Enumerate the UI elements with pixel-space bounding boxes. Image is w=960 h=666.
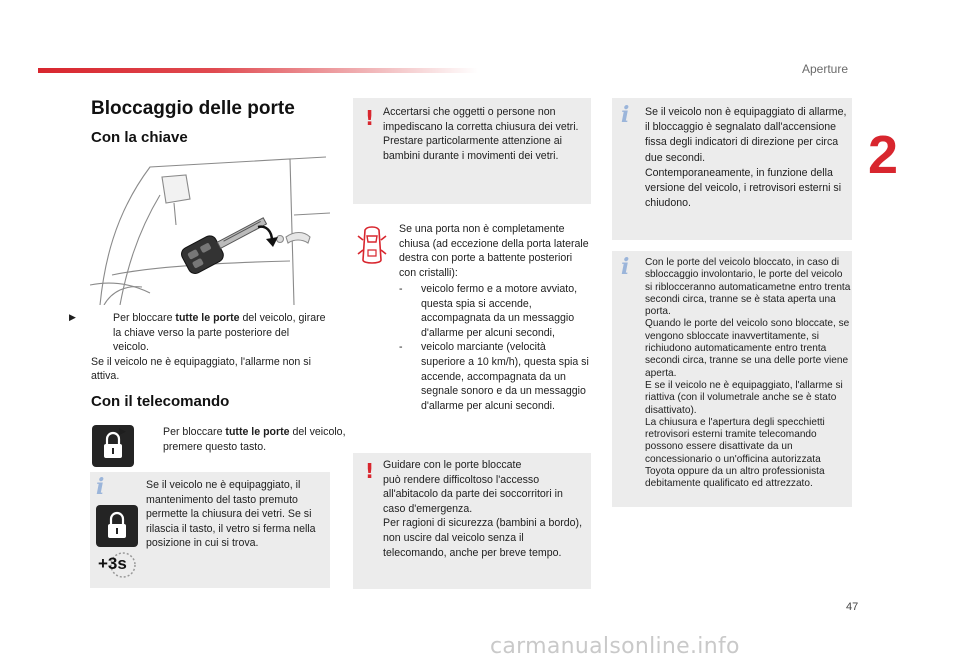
info-signal-text: Se il veicolo non è equipaggiato di allarme, il bloccaggio è segnalato dall'accensione fissa degli indicatori di direzione per circa due secondi. Contemporaneamente, in funzione della versione del veicolo, i retrovisori esterni si chiudono. [645,106,847,210]
info-relock-text: Con le porte del veicolo bloccato, in caso di sbloccaggio involontario, le porte del veicolo si riblocceranno automaticametne entro trenta secondi circa, tranne se è stata aperta una porta. Quando le porte del veicolo sono bloccate, se vengono sbloccate inavvertitamente, si richiudono automaticamente entro trenta secondi circa, tranne se una delle porte viene aperta. E se il veicolo ne è equipaggiato, l'allarme si riattiva (con il volumetrale anche se è stato disattivato). La chiusura e l'apertura degli specchietti retrovisori esterni tramite telecomando possono essere disattivate da un concessionario o un'officina autorizzata Toyota oppure da un altro professionista debitamente qualificato ed attrezzato. [645,257,851,490]
chapter-number: 2 [868,125,899,185]
key-lock-illustration [90,155,332,305]
hold-timer-icon: +3s [96,549,136,581]
section-name: Aperture [802,62,849,76]
door-open-lamp-icon [357,224,387,268]
door-lamp-list [399,282,591,413]
info-box-signal [612,98,852,240]
warning-box-windows [353,98,591,204]
remote-lock-bullet: ▶ Per bloccare tutte le porte del veicolo, premere questo tasto. [119,426,346,453]
lock-button-icon [92,425,134,467]
watermark: carmanualsonline.info [490,634,740,659]
info-icon: i [621,102,630,128]
lock-button-icon [96,505,138,547]
key-alarm-note: Se il veicolo ne è equipaggiato, l'allarme non si attiva. [91,355,311,383]
info-icon: i [96,474,105,500]
warning-box-rescue [353,453,591,589]
info-icon: i [621,254,630,280]
heading-key: Con la chiave [91,129,188,146]
door-lamp-intro: Se una porta non è completamente chiusa (ad eccezione della porta laterale destra con porte a battente posteriori con cristalli): [399,223,589,279]
list-item: - veicolo fermo e a motore avviato, questa spia si accende, accompagnata da un messaggio d'allarme per alcuni secondi, [399,283,578,339]
warning-icon: ! [365,106,375,130]
bullet-icon: ▶ [69,312,76,322]
remote-info-box [90,472,330,588]
warning-icon: ! [365,459,375,483]
header-accent-bar [38,68,478,73]
page-number: 47 [846,601,859,613]
warning-rescue-text: Guidare con le porte bloccate può rendere difficoltoso l'accesso all'abitacolo da parte dei soccorritori in caso d'emergenza. Per ragioni di sicurezza (bambini a bordo), non uscire dal veicolo senza il telecomando, anche per breve tempo. [383,459,583,559]
key-lock-bullet: ▶ Per bloccare tutte le porte del veicolo, girare la chiave verso la parte posteriore del veicolo. Se il veicolo ne è equipaggiato, l'allarme non si attiva. [69,312,326,383]
heading-remote: Con il telecomando [91,393,230,410]
list-item: - veicolo marciante (velocità superiore a 10 km/h), questa spia si accende, accompagnata da un segnale sonoro e da un messaggio d'allarme per alcuni secondi. [399,341,589,412]
warning-windows-text: Accertarsi che oggetti o persone non impediscano la corretta chiusura dei vetri. Prestare particolarmente attenzione ai bambini durante i movimenti dei vetri. [383,106,579,162]
page-title: Bloccaggio delle porte [91,98,295,119]
info-box-relock [612,251,852,507]
remote-info-text: Se il veicolo ne è equipaggiato, il mantenimento del tasto premuto permette la chiusura dei vetri. Se si rilascia il tasto, il vetro si ferma nella posizione in cui si trova. [146,479,316,550]
bullet-icon: ▶ [119,426,126,436]
